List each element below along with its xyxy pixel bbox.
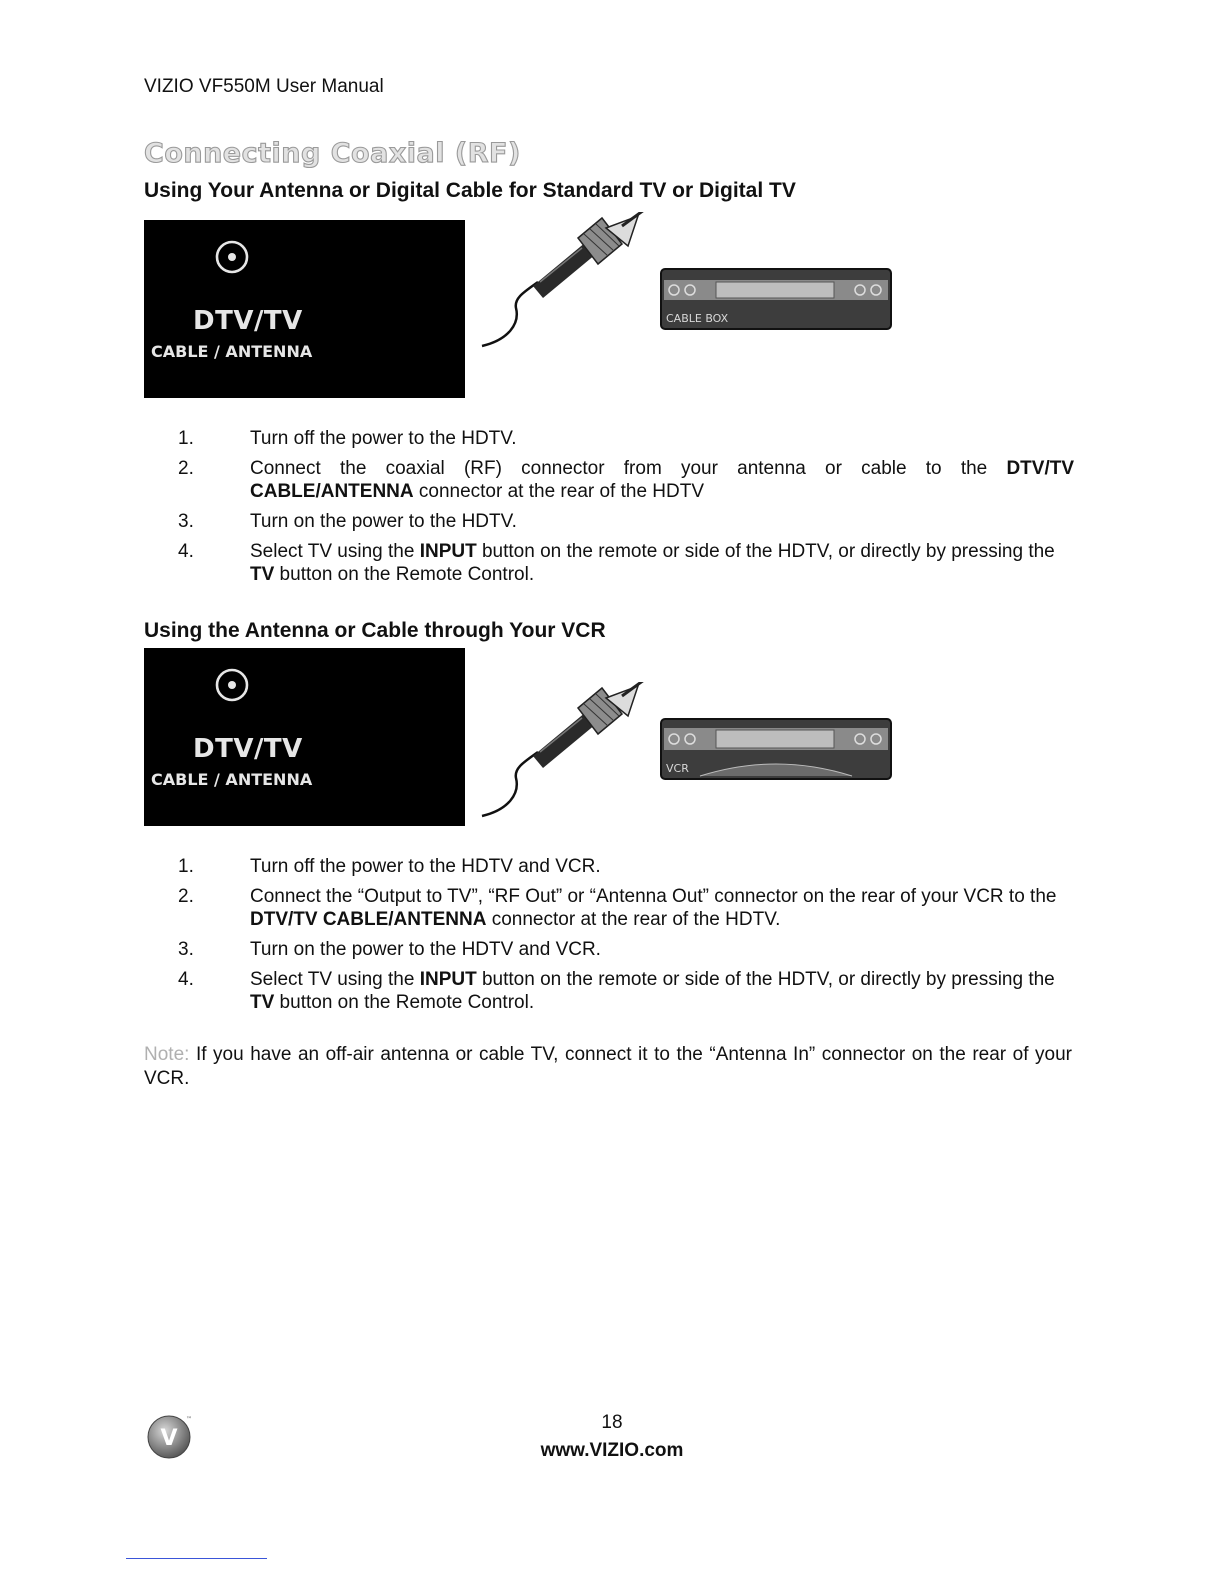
step-text <box>250 885 1074 931</box>
step-item <box>144 855 1074 878</box>
step-number: 1. <box>178 856 194 877</box>
step-number: 4. <box>178 541 194 562</box>
step-item <box>144 457 1074 503</box>
step-text-run: Select TV using the <box>250 541 420 562</box>
step-text-bold: INPUT <box>419 969 477 990</box>
steps-list-1 <box>144 427 1074 593</box>
note-text: If you have an off-air antenna or cable TV, connect it to the “Antenna In” connector on the rear of your VCR. <box>144 1044 1072 1089</box>
panel-label-main: DTV/TV <box>193 306 303 336</box>
step-text-bold: INPUT <box>419 541 477 562</box>
note-label: Note: <box>144 1044 190 1065</box>
step-item <box>144 938 1074 961</box>
subheading-through-vcr: Using the Antenna or Cable through Your VCR <box>144 619 606 642</box>
logo-letter: V <box>160 1426 178 1451</box>
step-text-bold: DTV/TV CABLE/ANTENNA <box>250 909 487 930</box>
step-item <box>144 510 1074 533</box>
step-text-run: Turn on the power to the HDTV and VCR. <box>250 939 601 960</box>
coaxial-cable-illustration <box>478 212 658 352</box>
step-text <box>250 427 1074 450</box>
manual-header: VIZIO VF550M User Manual <box>144 76 384 97</box>
step-number: 4. <box>178 969 194 990</box>
device-label: CABLE BOX <box>666 312 729 325</box>
step-text-bold: TV <box>250 992 275 1013</box>
step-text <box>250 968 1074 1014</box>
cable-box-illustration <box>660 268 892 330</box>
step-text-run: connector at the rear of the HDTV <box>413 481 705 502</box>
website-link[interactable]: www.VIZIO.com <box>540 1440 684 1461</box>
step-item <box>144 427 1074 450</box>
subheading-antenna-digital-cable: Using Your Antenna or Digital Cable for Standard TV or Digital TV <box>144 179 796 202</box>
coaxial-cable-illustration <box>478 682 658 822</box>
step-item <box>144 540 1074 586</box>
section-title: Connecting Coaxial (RF) <box>144 138 521 169</box>
step-number: 2. <box>178 458 194 479</box>
step-item <box>144 968 1074 1014</box>
step-text-run: button on the Remote Control. <box>274 564 535 585</box>
device-label: VCR <box>666 762 689 775</box>
step-text-run: Connect the coaxial (RF) connector from your antenna or cable to the <box>250 458 1007 479</box>
step-text-bold: TV <box>250 564 275 585</box>
step-text-run: Turn on the power to the HDTV. <box>250 511 517 532</box>
step-text-bold: DTV/TV CABLE/ANTENNA <box>250 458 1074 502</box>
step-number: 3. <box>178 939 194 960</box>
step-number: 3. <box>178 511 194 532</box>
step-text-run: Select TV using the <box>250 969 420 990</box>
logo-trademark: ™ <box>186 1416 192 1423</box>
step-text-run: Turn off the power to the HDTV and VCR. <box>250 856 601 877</box>
coaxial-jack-icon <box>215 668 249 702</box>
page-number: 18 <box>601 1412 623 1433</box>
step-number: 1. <box>178 428 194 449</box>
step-text-run: button on the Remote Control. <box>274 992 535 1013</box>
bottom-rule <box>126 1558 267 1559</box>
step-text-run: Connect the “Output to TV”, “RF Out” or “Antenna Out” connector on the rear of your VCR to the <box>250 886 1057 907</box>
steps-list-2 <box>144 855 1074 1021</box>
coaxial-jack-icon <box>215 240 249 274</box>
vcr-illustration <box>660 718 892 780</box>
step-text-run: button on the remote or side of the HDTV, or directly by pressing the <box>476 541 1055 562</box>
step-text-run: connector at the rear of the HDTV. <box>486 909 781 930</box>
step-text <box>250 510 1074 533</box>
panel-label-sub: CABLE / ANTENNA <box>151 342 313 361</box>
step-text-run: Turn off the power to the HDTV. <box>250 428 517 449</box>
dtv-tv-jack-panel <box>144 220 465 398</box>
step-text <box>250 938 1074 961</box>
step-text <box>250 855 1074 878</box>
step-text-run: button on the remote or side of the HDTV, or directly by pressing the <box>476 969 1055 990</box>
panel-label-main: DTV/TV <box>193 734 303 764</box>
step-text <box>250 540 1074 586</box>
note-paragraph <box>144 1043 1072 1091</box>
dtv-tv-jack-panel <box>144 648 465 826</box>
panel-label-sub: CABLE / ANTENNA <box>151 770 313 789</box>
step-number: 2. <box>178 886 194 907</box>
step-text <box>250 457 1074 503</box>
step-item <box>144 885 1074 931</box>
